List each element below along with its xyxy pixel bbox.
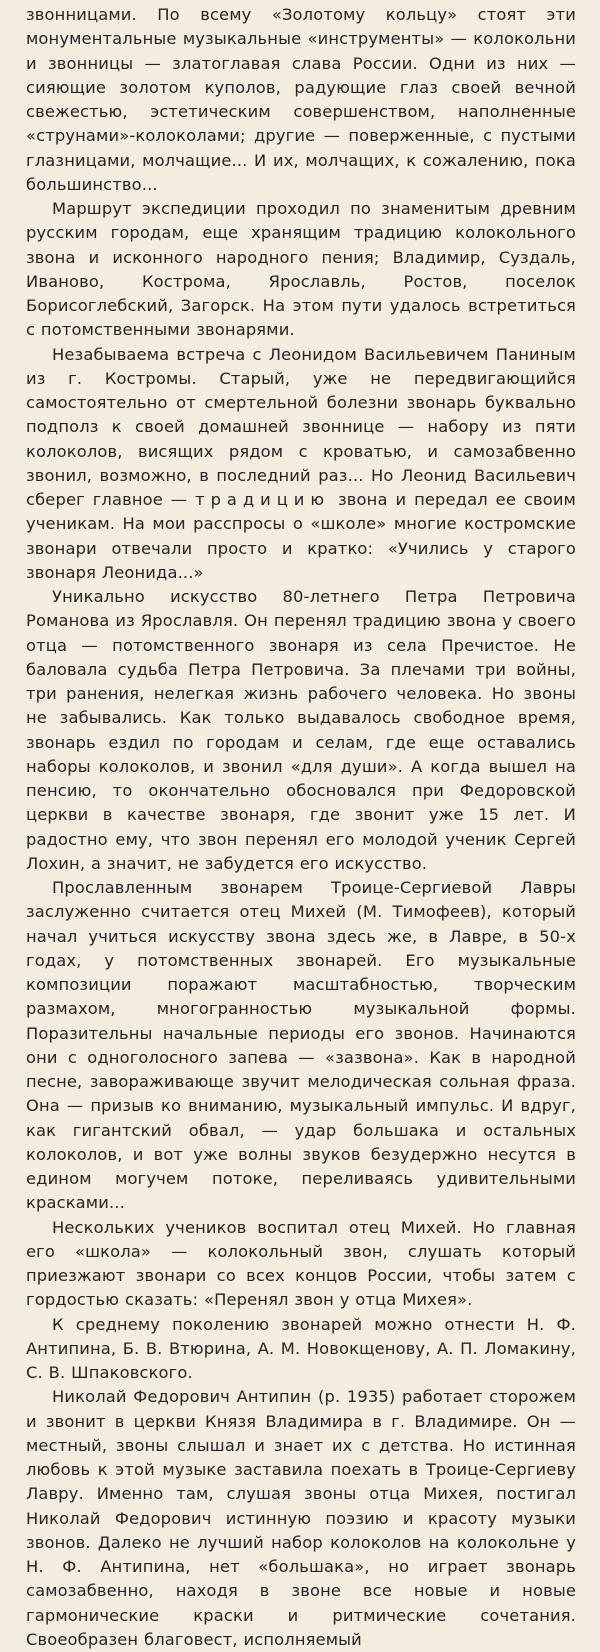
paragraph-1: звонницами. По всему «Золотому кольцу» стоят эти монументальные музыкальные «инструменты» — колокольни и звонницы — златоглавая слава России. Одни из них — сияющие золотом куполов, радующие глаз своей вечной свежестью, эстетическим совершенством, наполненные «струнами»-колоколами; другие — поверженные, с пустыми глазницами, молчащие... И их, молчащих, к сожалению, пока большинство... (26, 5, 576, 194)
paragraph-3-text-after: звона и передал ее своим ученикам. На мои расспросы о «школе» многие костромские звонари отвечали просто и кратко: «Учились у старого звонаря Леонида...» (26, 490, 576, 582)
paragraph-7: К среднему поколению звонарей можно отнести Н. Ф. Антипина, Б. В. Втюрина, А. М. Новокщенову, А. П. Ломакину, С. В. Шпаковского. (26, 1314, 576, 1382)
paragraph-8: Николай Федорович Антипин (р. 1935) работает сторожем и звонит в церкви Князя Владимира в г. Владимире. Он — местный, звоны слышал и знает их с детства. Но истинная любовь к этой музыке заставила поехать в Троице-Сергиеву Лавру. Именно там, слушая звоны отца Михея, постигал Николай Федорович истинную поэзию и красоту музыки звонов. Далеко не лучший набор колоколов на колокольне у Н. Ф. Антипина, нет «большака», но играет звонарь самозабвенно, находя в звоне все новые и новые гармонические краски и ритмические сочетания. Своеобразен благовест, исполняемый (26, 1387, 576, 1649)
paragraph-3 (26, 343, 576, 586)
paragraph-5: Прославленным звонарем Троице-Сергиевой Лавры заслуженно считается отец Михей (М. Тимофеев), который начал учиться искусству звона здесь же, в Лавре, в 50-х годах, у потомственных звонарей. Его музыкальные композиции поражают масштабностью, творческим размахом, многогранностью музыкальной формы. Поразительны начальные периоды его звонов. Начинаются они с одноголосного запева — «зазвона». Как в народной песне, завораживающе звучит мелодическая сольная фраза. Она — призыв ко вниманию, музыкальный импульс. И вдруг, как гигантский обвал, — удар большака и остальных колоколов, и вот уже волны звуков безудержно несутся в едином могучем потоке, переливаясь удивительными красками... (26, 878, 576, 1213)
paragraph-3-text-before: Незабываема встреча с Леонидом Васильевичем Паниным из г. Костромы. Старый, уже не передвигающийся самостоятельно от смертельной болезни звонарь буквально подполз к своей домашней звоннице — набору из пяти колоколов, висящих рядом с кроватью, и самозабвенно звонил, возможно, в последний раз... Но Леонид Васильевич сберег главное — (26, 344, 576, 509)
paragraph-6: Нескольких учеников воспитал отец Михей. Но главная его «школа» — колокольный звон, слушать который приезжают звонари со всех концов России, чтобы затем с гордостью сказать: «Перенял звон у отца Михея». (26, 1217, 576, 1310)
paragraph-3-emphasis: традицию (195, 490, 331, 509)
paragraph-2: Маршрут экспедиции проходил по знаменитым древним русским городам, еще хранящим традицию колокольного звона и исконного народного пения; Владимир, Суздаль, Иваново, Кострома, Ярославль, Ростов, поселок Борисоглебский, Загорск. На этом пути удалось встретиться с потомственными звонарями. (26, 199, 576, 340)
paragraph-4: Уникально искусство 80-летнего Петра Петровича Романова из Ярославля. Он перенял традицию звона у своего отца — потомственного звонаря из села Пречистое. Не баловала судьба Петра Петровича. За плечами три войны, три ранения, нелегкая жизнь рабочего человека. Но звоны не забывались. Как только выдавалось свободное время, звонарь ездил по городам и селам, где еще оставались наборы колоколов, и звонил «для души». А когда вышел на пенсию, то окончательно обосновался при Федоровской церкви в качестве звонаря, где звонит уже 15 лет. И радостно ему, что звон перенял его молодой ученик Сергей Лохин, а значит, не забудется его искусство. (26, 587, 576, 873)
